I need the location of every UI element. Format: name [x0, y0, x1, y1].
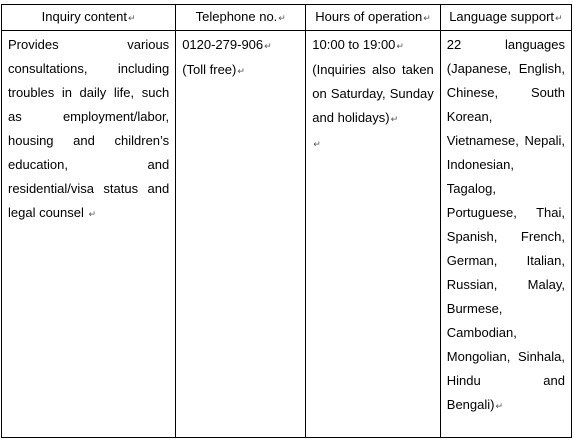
consultation-table: [1, 4, 572, 438]
hours-note-text: (Inquiries also taken on Saturday, Sunday and holidays): [312, 62, 434, 125]
paragraph-mark: ↵: [88, 209, 97, 219]
header-language-support: Language support↵: [440, 5, 571, 31]
languages-text: 22 languages (Japanese, English, Chinese, South Korean, Vietnamese, Nepali, Indonesian, Tagalog, Portuguese, Thai, Spanish, French, German, Italian, Russian, Malay, Burmese, Cambodian, Mongolian, Sinhala, Hindu and Bengali): [446, 37, 565, 412]
paragraph-mark: ↵: [495, 401, 504, 411]
paragraph-mark: ↵: [264, 41, 272, 51]
paragraph-mark: ↵: [237, 66, 245, 76]
cell-inquiry-content: [2, 31, 176, 438]
hours-text: 10:00 to 19:00: [312, 37, 396, 52]
paragraph-mark: ↵: [313, 139, 321, 149]
header-inquiry-content: Inquiry content↵: [2, 5, 176, 31]
paragraph-mark: ↵: [390, 114, 399, 124]
cell-hours-of-operation: [306, 31, 441, 438]
table-row: [2, 31, 572, 438]
cell-language-support: [440, 31, 571, 438]
header-hours-of-operation: Hours of operation↵: [306, 5, 441, 31]
header-telephone-number: Telephone no.↵: [176, 5, 306, 31]
telephone-note-text: (Toll free): [182, 62, 237, 77]
telephone-number-text: 0120-279-906: [182, 37, 264, 52]
paragraph-mark: ↵: [396, 41, 404, 51]
cell-telephone-number: [176, 31, 306, 438]
inquiry-content-text: Provides various consultations, including troubles in daily life, such as employment/labor, housing and children’s education, and residential/visa status and legal counsel: [8, 37, 170, 220]
header-row: [2, 5, 572, 31]
